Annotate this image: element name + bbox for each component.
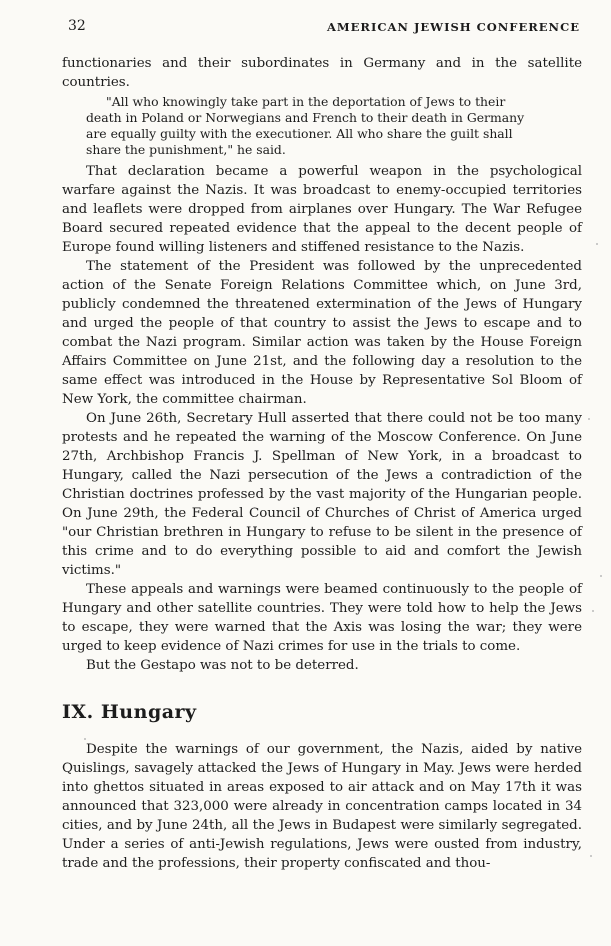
body-text bbox=[62, 54, 582, 873]
paragraph: But the Gestapo was not to be deterred. bbox=[86, 658, 359, 673]
section-heading: IX. Hungary bbox=[62, 701, 197, 723]
paragraph: That declaration became a powerful weapon in the psychological warfare against the Nazis. It was broadcast to enemy-occupied territories and leaflets were dropped from airplanes over Hungary. The War Refugee Board secured repeated evidence that the appeal to the decent people of Europe found willing listeners and stiffened resistance to the Nazis. bbox=[62, 164, 582, 255]
quote-line: are equally guilty with the executioner. All who share the guilt shall bbox=[86, 126, 513, 141]
scan-speck bbox=[592, 610, 594, 612]
scan-speck bbox=[84, 738, 86, 740]
paragraph: The statement of the President was followed by the unprecedented action of the Senate Foreign Relations Committee which, on June 3rd, publicly condemned the threatened extermination of the Jews of Hungary and urged the people of that country to assist the Jews to escape and to combat the Nazi program. Similar action was taken by the House Foreign Affairs Committee on June 21st, and the following day a resolution to the same effect was introduced in the House by Representative Sol Bloom of New York, the committee chairman. bbox=[62, 259, 582, 407]
scan-speck bbox=[590, 855, 592, 857]
page-number: 32 bbox=[68, 18, 86, 34]
page-header bbox=[68, 18, 580, 40]
scan-speck bbox=[600, 575, 602, 577]
paragraph: These appeals and warnings were beamed continuously to the people of Hungary and other satellite countries. They were told how to help the Jews to escape, they were warned that the Axis was losing the war; they were urged to keep evidence of Nazi crimes for use in the trials to come. bbox=[62, 582, 582, 654]
paragraph: Despite the warnings of our government, the Nazis, aided by native Quislings, savagely attacked the Jews of Hungary in May. Jews were herded into ghettos situated in areas exposed to air attack and on May 17th it was announced that 323,000 were already in concentration camps located in 34 cities, and by June 24th, all the Jews in Budapest were similarly segregated. Under a series of anti-Jewish regulations, Jews were ousted from industry, trade and the professions, their property confiscated and thou- bbox=[62, 742, 582, 871]
running-head: AMERICAN JEWISH CONFERENCE bbox=[327, 20, 580, 34]
block-quote bbox=[62, 94, 582, 158]
scan-speck bbox=[596, 243, 598, 245]
scan-speck bbox=[588, 418, 590, 420]
quote-line: death in Poland or Norwegians and French to their death in Germany bbox=[86, 110, 525, 125]
quote-line: "All who knowingly take part in the deportation of Jews to their bbox=[106, 94, 506, 109]
quote-line: share the punishment," he said. bbox=[86, 142, 286, 157]
paragraph-continuation: functionaries and their subordinates in Germany and in the satellite countries. bbox=[62, 56, 582, 90]
paragraph: On June 26th, Secretary Hull asserted that there could not be too many protests and he repeated the warning of the Moscow Conference. On June 27th, Archbishop Francis J. Spellman of New York, in a broadcast to Hungary, called the Nazi persecution of the Jews a contradiction of the Christian doctrines professed by the vast majority of the Hungarian people. On June 29th, the Federal Council of Churches of Christ of America urged "our Christian brethren in Hungary to refuse to be silent in the presence of this crime and to do everything possible to aid and comfort the Jewish victims." bbox=[62, 411, 582, 578]
